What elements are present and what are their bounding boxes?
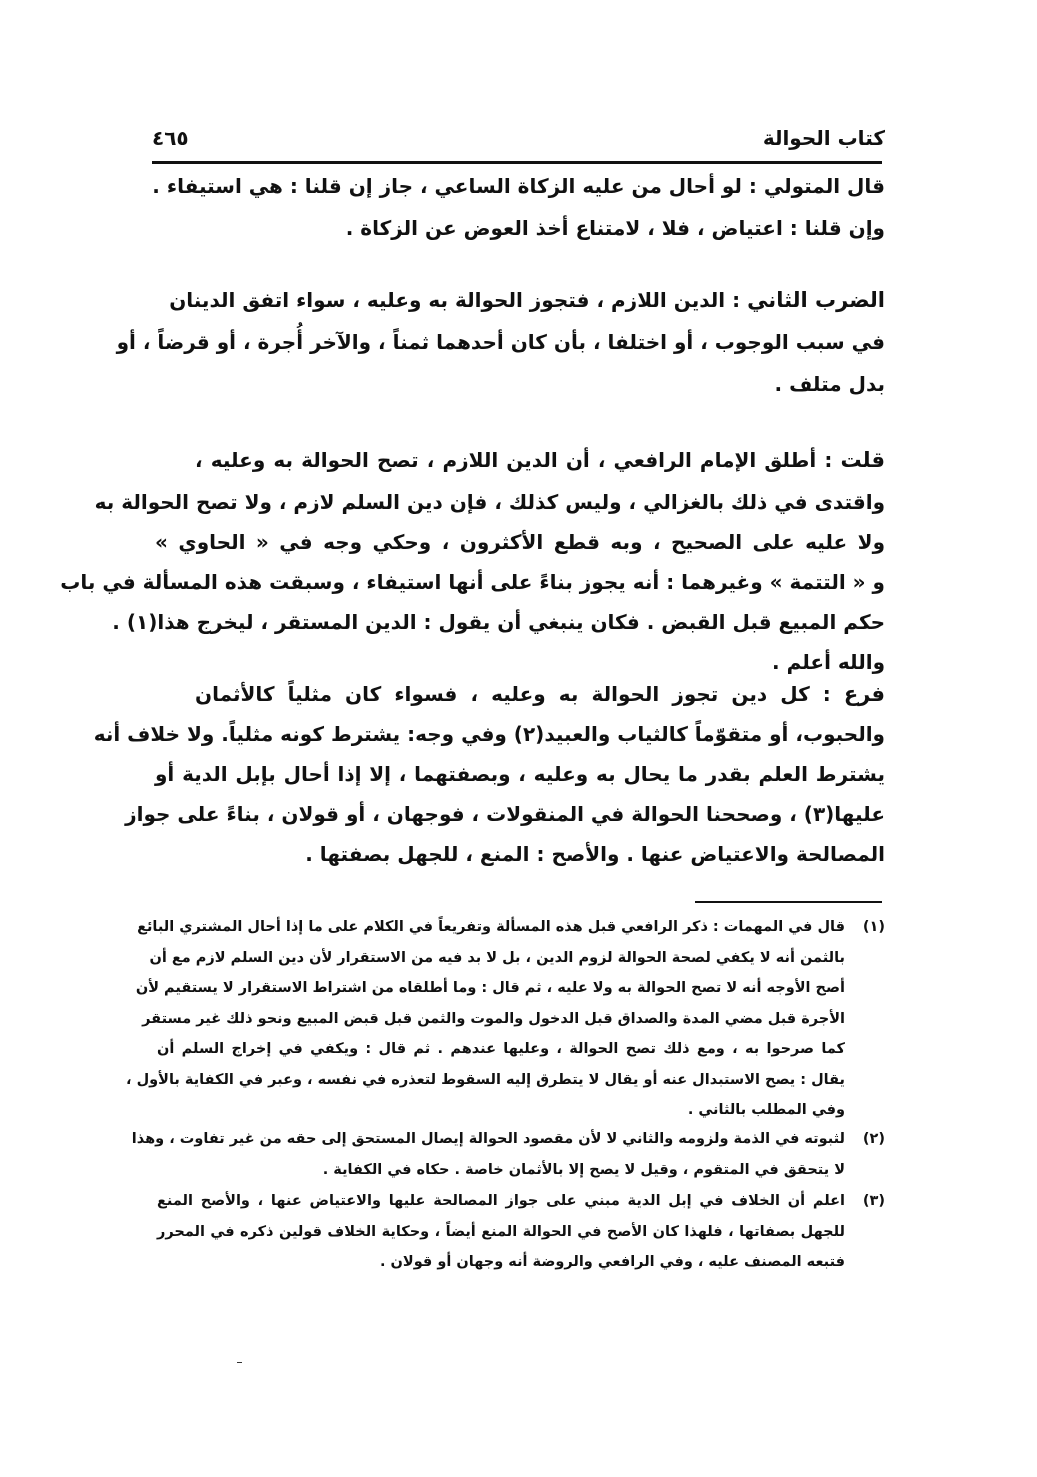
footnote-line: يقال : يصح الاستبدال عنه أو يقال لا يتطرق إليه السقوط لتعذره في نفسه ، وعبر في الكفاية بالأول ،	[126, 1071, 845, 1088]
footnote	[157, 1190, 885, 1282]
header-rule	[152, 161, 882, 164]
page-number: ٤٦٥	[152, 126, 189, 150]
paragraph-line: قال المتولي : لو أحال من عليه الزكاة الساعي ، جاز إن قلنا : هي استيفاء .	[152, 174, 885, 198]
paragraph-lead: الضرب الثاني	[747, 288, 885, 312]
line-text: : كل دين تجوز الحوالة به وعليه ، فسواء كان مثلياً كالأثمان	[195, 682, 844, 706]
page-mark	[237, 1362, 242, 1363]
footnote-number: (٣)	[862, 1193, 885, 1209]
paragraph-line: بدل متلف .	[774, 372, 885, 396]
paragraph-line	[195, 446, 885, 474]
footnote	[126, 916, 885, 1130]
paragraph-line: والله أعلم .	[772, 650, 885, 674]
footnote-number: (١)	[862, 919, 885, 935]
footnote-line: الأجرة قبل مضي المدة والصداق قبل الدخول والموت والثمن قبل قبض المبيع ونحو ذلك غير مستقر	[142, 1010, 845, 1027]
running-title: كتاب الحوالة	[762, 126, 885, 150]
line-text: : الدين اللازم ، فتجوز الحوالة به وعليه ، سواء اتفق الدينان	[169, 288, 748, 312]
footnote-rule	[695, 901, 882, 903]
paragraph-line: وإن قلنا : اعتياض ، فلا ، لامتناع أخذ العوض عن الزكاة .	[345, 216, 885, 240]
paragraph-line: ولا عليه على الصحيح ، وبه قطع الأكثرون ، وحكي وجه في « الحاوي »	[155, 530, 885, 554]
footnote	[131, 1128, 885, 1189]
paragraph-line: والحبوب، أو متقوّماً كالثياب والعبيد(٢) وفي وجه: يشترط كونه مثلياً. ولا خلاف أنه	[93, 722, 885, 746]
footnote-line: فتبعه المصنف عليه ، وفي الرافعي والروضة أنه وجهان أو قولان .	[379, 1254, 845, 1270]
footnote-line: لا يتحقق في المتقوم ، وقيل لا يصح إلا بالأثمان خاصة . حكاه في الكفاية .	[322, 1161, 845, 1178]
footnote-number: (٢)	[862, 1131, 885, 1147]
paragraph-line: المصالحة والاعتياض عنها . والأصح : المنع ، للجهل بصفتها .	[305, 842, 885, 866]
paragraph-line: واقتدى في ذلك بالغزالي ، وليس كذلك ، فإن دين السلم لازم ، ولا تصح الحوالة به	[94, 490, 885, 514]
paragraph-line: و « التتمة » وغيرهما : أنه يجوز بناءً على أنها استيفاء ، وسبقت هذه المسألة في باب	[60, 570, 885, 594]
footnote-line: بالثمن أنه لا يكفي لصحة الحوالة لزوم الدين ، بل لا بد فيه من الاستقرار لأن دين السلم لازم مع أن	[149, 949, 845, 966]
paragraph-line: يشترط العلم بقدر ما يحال به وعليه ، وبصفتهما ، إلا إذا أحال بإبل الدية أو	[155, 762, 885, 786]
footnote-line: اعلم أن الخلاف في إبل الدية مبني على جواز المصالحة عليها والاعتياض عنها ، والأصح المنع	[157, 1193, 845, 1209]
paragraph-line: في سبب الوجوب ، أو اختلفا ، بأن كان أحدهما ثمناً ، والآخر أُجرة ، أو قرضاً ، أو	[116, 330, 885, 354]
footnote-line: قال في المهمات : ذكر الرافعي قبل هذه المسألة وتفريعاً في الكلام على ما إذا أحال المشتري البائع	[137, 919, 845, 935]
footnote-line: للجهل بصفاتها ، فلهذا كان الأصح في الحوالة المنع أيضاً ، وحكاية الخلاف قولين ذكره في المحرر	[157, 1223, 845, 1240]
footnote-line: أصح الأوجه أنه لا تصح الحوالة به ولا عليه ، ثم قال : وما أطلقاه من اشتراط الاستقرار لا يستقيم لأن	[135, 980, 845, 996]
paragraph-line	[195, 680, 885, 708]
footnote-line: وفي المطلب بالثاني .	[687, 1102, 845, 1118]
paragraph-line: عليها(٣) ، وصححنا الحوالة في المنقولات ، فوجهان ، أو قولان ، بناءً على جواز	[125, 802, 885, 826]
paragraph-lead: فرع	[843, 682, 885, 706]
paragraph-line	[169, 286, 885, 314]
footnote-line: لثبوته في الذمة ولزومه والثاني لا لأن مقصود الحوالة إيصال المستحق إلى حقه من غير تفاوت ، وهذا	[131, 1131, 845, 1147]
line-text: : أطلق الإمام الرافعي ، أن الدين اللازم ، تصح الحوالة به وعليه ،	[195, 448, 841, 472]
paragraph-lead: قلت	[840, 448, 885, 472]
paragraph-line: حكم المبيع قبل القبض . فكان ينبغي أن يقول : الدين المستقر ، ليخرج هذا(١) .	[112, 610, 885, 634]
footnote-line: كما صرحوا به ، ومع ذلك تصح الحوالة ، وعليها عندهم . ثم قال : ويكفي في إخراج السلم أن	[157, 1041, 845, 1057]
